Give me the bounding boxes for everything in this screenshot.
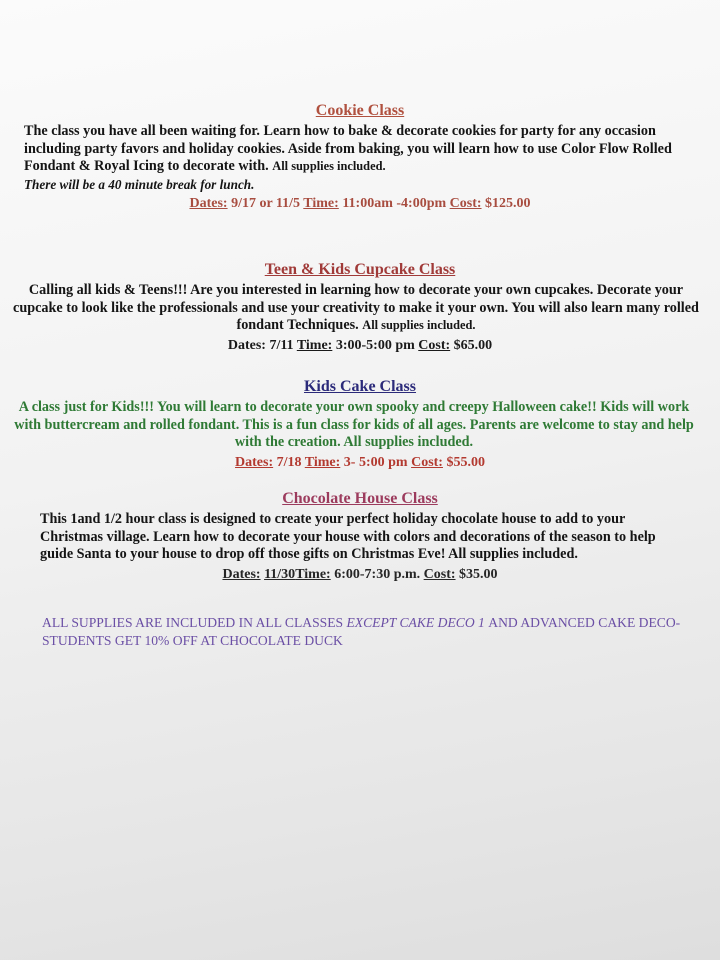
cookie-class-section — [0, 101, 720, 213]
cupcake-class-body: Calling all kids & Teens!!! Are you interested in learning how to decorate your own cupcakes. Decorate your cupcake to look like the professionals and use your creativity to make it your own. You will also learn many rolled fondant Techniques. — [13, 282, 699, 333]
cookie-class-break-note: There will be a 40 minute break for lunch. — [24, 176, 255, 192]
note-part-3: AND ADVANCED CAKE DECO- STUDENTS GET 10% OFF AT CHOCOLATE DUCK — [42, 615, 681, 648]
time-value: 6:00-7:30 p.m. — [334, 566, 421, 582]
supplies-discount-note — [42, 614, 682, 649]
time-value: 11:00am -4:00pm — [342, 196, 447, 211]
time-value: 3- 5:00 pm — [343, 454, 408, 470]
dates-value: 7/11 — [269, 337, 294, 353]
cupcake-class-supplies: All supplies included. — [362, 318, 476, 332]
cookie-class-info — [0, 195, 720, 213]
time-label: Time: — [304, 454, 341, 470]
dates-label: Dates: — [227, 337, 266, 353]
cookie-class-body: The class you have all been waiting for. Learn how to bake & decorate cookies for party for any occasion including party favors and holiday cookies. Aside from baking, you will learn how to use Color Flow Rolled Fondant & Royal Icing to decorate with. — [24, 123, 672, 174]
cookie-class-supplies: All supplies included. — [272, 159, 386, 173]
time-label: Time: — [303, 196, 339, 211]
time-label: Time: — [296, 337, 333, 353]
cost-value: $55.00 — [446, 454, 485, 470]
chocolate-house-class-section — [0, 489, 720, 584]
cost-label: Cost: — [449, 196, 482, 211]
cookie-class-description — [24, 123, 704, 193]
dates-value: 9/17 or 11/5 — [231, 196, 301, 211]
cost-label: Cost: — [418, 337, 451, 353]
kids-cake-class-title: Kids Cake Class — [303, 378, 417, 395]
cost-value: $65.00 — [453, 337, 493, 353]
dates-value: 7/18 — [276, 454, 302, 470]
chocolate-house-class-title: Chocolate House Class — [282, 490, 438, 507]
note-part-2: EXCEPT CAKE DECO 1 — [346, 615, 485, 630]
cost-value: $125.00 — [485, 196, 531, 211]
cupcake-class-description — [6, 282, 706, 335]
time-label: Time: — [295, 566, 331, 582]
note-part-1: ALL SUPPLIES ARE INCLUDED IN ALL CLASSES — [42, 615, 344, 630]
cupcake-class-info — [0, 337, 720, 355]
dates-label: Dates: — [222, 566, 261, 582]
dates-value: 11/30 — [264, 566, 296, 582]
cookie-class-title: Cookie Class — [315, 102, 405, 119]
cost-value: $35.00 — [459, 566, 498, 582]
cupcake-class-section — [0, 260, 720, 355]
dates-label: Dates: — [189, 196, 228, 211]
time-value: 3:00-5:00 pm — [335, 337, 415, 353]
cost-label: Cost: — [411, 454, 443, 470]
chocolate-house-class-info — [0, 566, 720, 584]
kids-cake-class-section — [0, 377, 720, 472]
dates-label: Dates: — [235, 454, 274, 470]
chocolate-house-class-body: This 1and 1/2 hour class is designed to create your perfect holiday chocolate house to add to your Christmas village. Learn how to decorate your house with colors and decorations of the season to help guide Santa to your house to drop off those gifts on Christmas Eve! All supplies included. — [40, 511, 656, 562]
cupcake-class-title: Teen & Kids Cupcake Class — [264, 261, 456, 278]
cost-label: Cost: — [423, 566, 456, 582]
kids-cake-class-info — [0, 454, 720, 472]
kids-cake-class-body: A class just for Kids!!! You will learn to decorate your own spooky and creepy Halloween cake!! Kids will work with buttercream and rolled fondant. This is a fun class for kids of all ages. Parents are welcome to stay and help with the creation. All supplies included. — [14, 399, 694, 450]
